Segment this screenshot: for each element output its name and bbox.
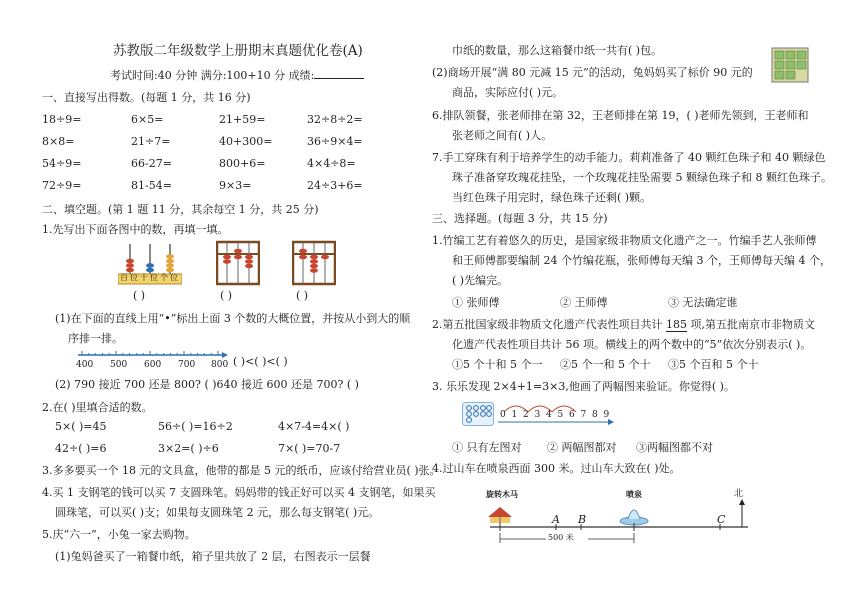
s3-q3-option[interactable]: ③两幅图都不对 xyxy=(636,441,713,454)
map-point-b: B xyxy=(578,513,587,526)
ruler-label: 0 xyxy=(500,410,506,420)
calc-item: 81-54= xyxy=(131,179,172,192)
place-value-labels: 百位十位个位 xyxy=(120,273,180,282)
abacus-3-answer[interactable]: ( ) xyxy=(296,289,309,302)
s3-q2-option[interactable]: ③5 个百和 5 个十 xyxy=(668,358,759,371)
q1-1-text-b: 序排一排。 xyxy=(68,332,123,345)
q6-text-b: 张老师之间有( )人。 xyxy=(452,129,553,142)
s3-q4-text: 4.过山车在喷泉西面 300 米。过山车大致在( )处。 xyxy=(432,462,681,475)
calc-item: 32÷8÷2= xyxy=(307,113,363,126)
map-north-label: 北 xyxy=(734,489,744,499)
section-3-heading: 三、选择题。(每题 3 分，共 15 分) xyxy=(432,212,608,225)
exam-info: 考试时间:40 分钟 满分:100+10 分 成绩: xyxy=(110,68,364,83)
q5-2-text-a: (2)商场开展“满 80 元减 15 元”的活动，兔妈妈买了标价 90 元的 xyxy=(432,66,753,79)
q1-1-text-a: (1)在下面的直线上用“•”标出上面 3 个数的大概位置，并按从小到大的顺 xyxy=(55,312,411,325)
nl-label: 400 xyxy=(76,360,94,370)
s3-q1-text-a: 1.竹编工艺有着悠久的历史，是国家级非物质文化遗产之一。竹编手艺人张师傅 xyxy=(432,234,817,247)
map-point-a: A xyxy=(552,513,560,526)
calc-item: 6×5= xyxy=(131,113,164,126)
calc-item: 8×8= xyxy=(42,135,75,148)
q2-item: 4×7-4=4×( ) xyxy=(278,420,350,433)
q5-1-text-a: (1)兔妈爸买了一箱餐巾纸，箱子里共放了 2 层，右图表示一层餐 xyxy=(55,550,371,563)
calc-item: 36÷9×4= xyxy=(307,135,363,148)
map-distance-label: 500 米 xyxy=(548,533,574,542)
nl-label: 500 xyxy=(110,360,128,370)
abacus-1-answer[interactable]: ( ) xyxy=(133,289,146,302)
ruler-label: 7 xyxy=(580,410,587,420)
calc-item: 24÷3+6= xyxy=(307,179,363,192)
abacus-3 xyxy=(292,240,336,286)
calc-item: 9×3= xyxy=(219,179,252,192)
calc-item: 72÷9= xyxy=(42,179,82,192)
q2-item: 7×( )=70-7 xyxy=(278,442,341,455)
q2-text: 2.在( )里填合适的数。 xyxy=(42,401,153,414)
section-2-heading: 二、填空题。(第 1 题 11 分，其余每空 1 分，共 25 分) xyxy=(42,203,319,216)
abacus-2 xyxy=(216,240,260,286)
s3-q1-text-b: 和王师傅都要编制 24 个竹编花瓶，张师傅每天编 3 个，王师傅每天编 4 个， xyxy=(452,254,831,267)
map-point-c: C xyxy=(717,513,726,526)
s3-q1-option[interactable]: ② 王师傅 xyxy=(560,296,608,309)
s3-q3-text: 3. 乐乐发现 2×4+1=3×3,他画了两幅图来验证。你觉得( )。 xyxy=(432,380,735,393)
calc-item: 40+300= xyxy=(219,135,273,148)
q1-2-text: (2) 790 接近 700 还是 800? ( )640 接近 600 还是 700? ( ) xyxy=(55,378,359,391)
q7-text-b: 珠子准备穿玫瑰花挂坠，一个玫瑰花挂坠需要 5 颗绿色珠子和 8 颗红色珠子。 xyxy=(452,171,832,184)
s3-q2-text-b: 化遗产代表性项目共计 56 项。横线上的两个数中的“5”依次分别表示( )。 xyxy=(452,338,812,351)
calc-item: 66-27= xyxy=(131,157,172,170)
s3-q2-option[interactable]: ①5 个十和 5 个一 xyxy=(452,358,543,371)
q3-text: 3.多多要买一个 18 元的文具盒，他带的都是 5 元的纸币，应该付给营业员( )张。 xyxy=(42,464,441,477)
s3-q1-text-c: ( )先编完。 xyxy=(452,274,509,287)
calc-item: 21÷7= xyxy=(131,135,171,148)
order-blanks[interactable]: ( )<( )<( ) xyxy=(233,355,288,368)
q4-text-a: 4.买 1 支钢笔的钱可以买 7 支圆珠笔。妈妈带的钱正好可以买 4 支钢笔，如果买 xyxy=(42,486,436,499)
s3-q1-option[interactable]: ③ 无法确定谁 xyxy=(668,296,738,309)
page-title: 苏教版二年级数学上册期末真题优化卷(A) xyxy=(113,43,363,59)
calc-item: 18÷9= xyxy=(42,113,82,126)
s3-q1-option[interactable]: ① 张师傅 xyxy=(452,296,500,309)
map-label-carousel: 旋转木马 xyxy=(486,489,518,499)
calc-item: 21+59= xyxy=(219,113,266,126)
q5-1-text-b: 巾纸的数量，那么这箱餐巾纸一共有( )包。 xyxy=(452,44,663,57)
calc-item: 800+6= xyxy=(219,157,266,170)
nl-label: 700 xyxy=(178,360,196,370)
dot-grid-figure xyxy=(462,402,494,426)
s3-q3-option[interactable]: ① 只有左图对 xyxy=(452,441,522,454)
ruler-label: 5 xyxy=(557,410,564,420)
map-figure xyxy=(486,497,756,549)
ruler-label: 9 xyxy=(603,410,610,420)
q2-item: 56÷( )=16÷2 xyxy=(158,420,233,433)
q2-item: 42÷( )=6 xyxy=(55,442,107,455)
s3-q3-option[interactable]: ② 两幅图都对 xyxy=(547,441,617,454)
calc-item: 4×4÷8= xyxy=(307,157,356,170)
map-label-fountain: 喷泉 xyxy=(626,489,642,499)
s3-q2-text-a: 2.第五批国家级非物质文化遗产代表性项目共计 185 项,第五批南京市非物质文 xyxy=(432,318,815,331)
q2-item: 3×2=( )÷6 xyxy=(158,442,219,455)
underlined-number: 185 xyxy=(666,318,687,331)
fountain-icon xyxy=(620,510,648,525)
calc-item: 54÷9= xyxy=(42,157,82,170)
ruler-label: 1 xyxy=(511,410,518,420)
nl-label: 800 xyxy=(211,360,229,370)
section-1-heading: 一、直接写出得数。(每题 1 分，共 16 分) xyxy=(42,91,251,104)
ruler-label: 6 xyxy=(569,410,575,420)
q1-text: 1.先写出下面各图中的数，再填一填。 xyxy=(42,223,229,236)
ruler-label: 3 xyxy=(534,410,541,420)
q5-text: 5.庆“六一”，小兔一家去购物。 xyxy=(42,528,196,541)
ruler-label: 4 xyxy=(546,410,552,420)
q7-text-c: 当红色珠子用完时，绿色珠子还剩( )颗。 xyxy=(452,191,652,204)
s3-q2-option[interactable]: ②5 个一和 5 个十 xyxy=(560,358,651,371)
q4-text-b: 圆珠笔，可以买( )支；如果每支圆珠笔 2 元，那么每支钢笔( )元。 xyxy=(55,506,380,519)
ruler-label: 8 xyxy=(592,410,598,420)
q7-text-a: 7.手工穿珠有利于培养学生的动手能力。莉莉准备了 40 颗红色珠子和 40 颗绿色 xyxy=(432,151,826,164)
ruler-label: 2 xyxy=(523,410,529,420)
nl-label: 600 xyxy=(144,360,162,370)
abacus-2-answer[interactable]: ( ) xyxy=(220,289,233,302)
napkin-box-icon xyxy=(770,46,810,84)
q6-text-a: 6.排队领餐，张老师排在第 32，王老师排在第 19，( )老师先领到，王老师和 xyxy=(432,109,809,122)
q5-2-text-b: 商品，实际应付( )元。 xyxy=(452,86,564,99)
q2-item: 5×( )=45 xyxy=(55,420,107,433)
